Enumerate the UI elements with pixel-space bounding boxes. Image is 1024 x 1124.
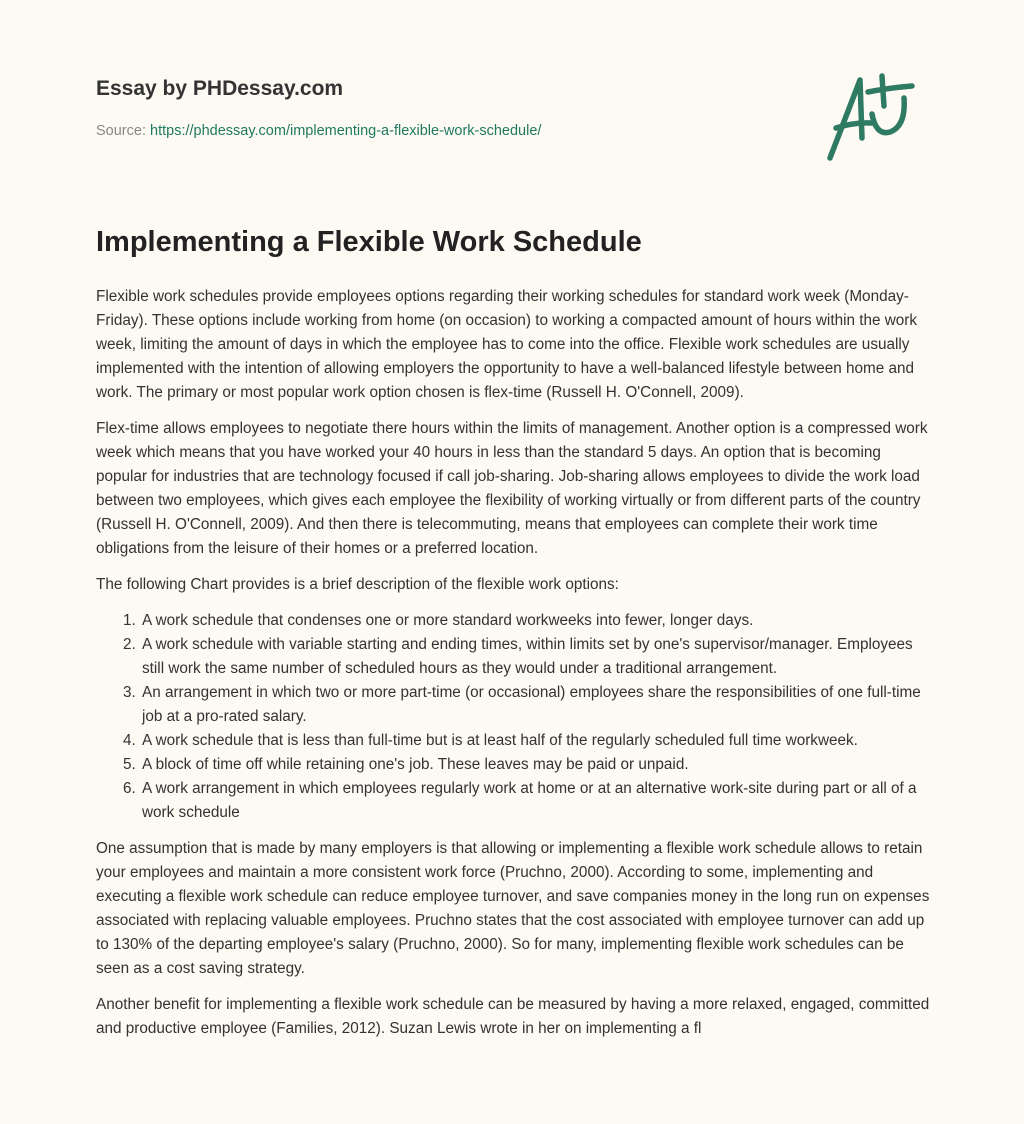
list-item: 6. A work arrangement in which employees regularly work at home or at an alternative work-site during part or all of a work schedule bbox=[140, 777, 930, 825]
list-item: 1. A work schedule that condenses one or more standard workweeks into fewer, longer days. bbox=[140, 609, 930, 633]
list-item: 5. A block of time off while retaining one's job. These leaves may be paid or unpaid. bbox=[140, 753, 930, 777]
options-list bbox=[96, 609, 930, 825]
paragraph: Flexible work schedules provide employees options regarding their working schedules for standard work week (Monday-Friday). These options include working from home (on occasion) to working a compacted amount of hours within the work week, limiting the amount of days in which the employee has to come into the office. Flexible work schedules are usually implemented with the intention of allowing employers the opportunity to have a well-balanced lifestyle between home and work. The primary or most popular work option chosen is flex-time (Russell H. O'Connell, 2009). bbox=[96, 288, 918, 401]
paragraph: Another benefit for implementing a flexible work schedule can be measured by having a more relaxed, engaged, committed and productive employee (Families, 2012). Suzan Lewis wrote in her on implementing a fl bbox=[96, 996, 930, 1037]
a-plus-logo-icon bbox=[822, 68, 932, 168]
paragraph: One assumption that is made by many employers is that allowing or implementing a flexible work schedule allows to retain your employees and maintain a more consistent work force (Pruchno, 2000). According to some, implementing and executing a flexible work schedule can reduce employee turnover, and save companies money in the long run on expenses associated with replacing valuable employees. Pruchno states that the cost associated with employee turnover can add up to 130% of the departing employee's salary (Pruchno, 2000). So for many, implementing flexible work schedules can be seen as a cost saving strategy. bbox=[96, 840, 930, 977]
list-item: 2. A work schedule with variable starting and ending times, within limits set by one's supervisor/manager. Employees still work the same number of scheduled hours as they would under a traditional arrangement. bbox=[140, 633, 930, 681]
source-link[interactable]: https://phdessay.com/implementing-a-flexible-work-schedule/ bbox=[150, 123, 542, 139]
paragraph: Flex-time allows employees to negotiate there hours within the limits of management. Another option is a compressed work week which means that you have worked your 40 hours in less than the standard 5 days. An option that is becoming popular for industries that are technology focused if call job-sharing. Job-sharing allows employees to divide the work load between two employees, which gives each employee the flexibility of working virtually or from different parts of the country (Russell H. O'Connell, 2009). And then there is telecommuting, means that employees can complete their work time obligations from the leisure of their homes or a preferred location. bbox=[96, 420, 928, 557]
source-label: Source: bbox=[96, 123, 146, 139]
source-line bbox=[96, 123, 541, 139]
list-item: 4. A work schedule that is less than full-time but is at least half of the regularly scheduled full time workweek. bbox=[140, 729, 930, 753]
article-title: Implementing a Flexible Work Schedule bbox=[96, 226, 642, 258]
site-brand: Essay by PHDessay.com bbox=[96, 77, 344, 100]
article-body bbox=[96, 285, 930, 1053]
paragraph: The following Chart provides is a brief description of the flexible work options: bbox=[96, 576, 619, 593]
list-item: 3. An arrangement in which two or more part-time (or occasional) employees share the responsibilities of one full-time job at a pro-rated salary. bbox=[140, 681, 930, 729]
